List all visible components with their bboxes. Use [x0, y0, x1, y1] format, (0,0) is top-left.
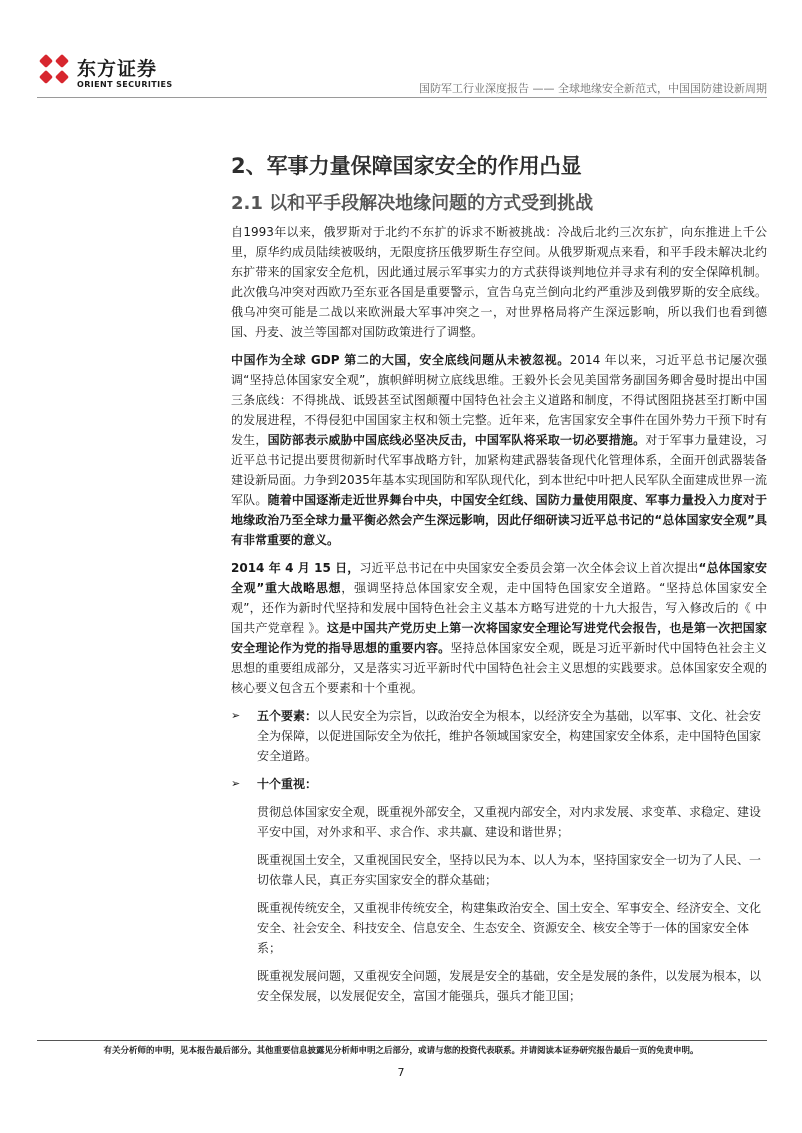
paragraph-2-bold-2: 国防部表示威胁中国底线必坚决反击，中国军队将采取一切必要措施。: [267, 433, 646, 447]
bullet-2-label: 十个重视：: [257, 777, 318, 791]
paragraph-1-text: 自1993年以来，俄罗斯对于北约不东扩的诉求不断被挑战：冷战后北约三次东扩，向东推进上千公里，原华约成员陆续被吸纳，无限度挤压俄罗斯生存空间。从俄罗斯观点来看，和平手段未解决北约东扩带来的国家安全危机，因此通过展示军事实力的方式获得谈判地位并寻求有利的安全保障机制。此次俄乌冲突对西欧乃至东亚各国是重要警示，宣告乌克兰倒向北约严重涉及到俄罗斯的安全底线。俄乌冲突可能是二战以来欧洲最大军事冲突之一，对世界格局将产生深远影响，所以我们也看到德国、丹麦、波兰等国都对国防政策进行了调整。: [231, 225, 767, 339]
paragraph-3-bold-3: 这是中国共产党历史上第一次将国家安全理论写进党代会报告，也是第一次把国家安全理论作为党的指导思想的重要内容。: [231, 621, 767, 655]
page-header: [37, 50, 767, 98]
paragraph-3-bold-2: “总体国家安全观”重大战略思想: [231, 561, 767, 595]
arrow-bullet-icon: ➢: [231, 709, 241, 722]
paragraph-2-text-1: 2014 年以来，习近平总书记屡次强调“坚持总体国家安全观”，旗帜鲜明树立底线思维。王毅外长会见美国常务副国务卿舍曼时提出中国三条底线：不得挑战、诋毁甚至试图颠覆中国特色社会主义道路和制度，不得试图阻挠甚至打断中国的发展进程，不得侵犯中国国家主权和领土完整。近年来，危害国家安全事件在国外势力干预下时有发生，: [231, 353, 767, 447]
paragraph-2: [231, 350, 767, 550]
paragraph-2-text-2: 对于军事力量建设，习近平总书记提出要贯彻新时代军事战略方针，加紧构建武器装备现代化管理体系，全面开创武器装备建设新局面。力争到2035年基本实现国防和军队现代化，到本世纪中叶把人民军队全面建成世界一流军队。: [231, 433, 767, 507]
arrow-bullet-icon: ➢: [231, 777, 241, 790]
sub-item: 既重视传统安全，又重视非传统安全，构建集政治安全、国土安全、军事安全、经济安全、文化安全、社会安全、科技安全、信息安全、生态安全、资源安全、核安全等于一体的国家安全体系；: [257, 901, 762, 955]
bullet-1-text: 以人民安全为宗旨，以政治安全为根本，以经济安全为基础，以军事、文化、社会安全为保障，以促进国际安全为依托，维护各领域国家安全，构建国家安全体系，走中国特色国家安全道路。: [257, 709, 762, 763]
sub-item: 既重视国土安全，又重视国民安全，坚持以民为本、以人为本，坚持国家安全一切为了人民、一切依靠人民，真正夯实国家安全的群众基础；: [257, 853, 762, 887]
company-name-cn: 东方证券: [77, 58, 158, 80]
body-content: [231, 222, 767, 1014]
bullet-ten-emphases: [231, 774, 767, 794]
orient-logo-icon: [37, 52, 71, 86]
section-title: 2、军事力量保障国家安全的作用凸显: [231, 154, 582, 178]
paragraph-3: [231, 558, 767, 698]
bullet-five-elements: [231, 706, 767, 766]
paragraph-2-bold-1: 中国作为全球 GDP 第二的大国，安全底线问题从未被忽视。: [231, 353, 570, 367]
footer-disclaimer: 有关分析师的申明，见本报告最后部分。其他重要信息披露见分析师申明之后部分，或请与您的投资代表联系。并请阅读本证券研究报告最后一页的免责申明。: [103, 1046, 699, 1056]
company-name-en: ORIENT SECURITIES: [77, 80, 173, 89]
page-number: 7: [397, 1066, 405, 1079]
sub-item: 贯彻总体国家安全观，既重视外部安全，又重视内部安全，对内求发展、求变革、求稳定、建设平安中国，对外求和平、求合作、求共赢、建设和谐世界；: [257, 805, 762, 839]
paragraph-3-bold-1: 2014 年 4 月 15 日，: [231, 561, 360, 575]
bullet-1-label: 五个要素：: [257, 709, 318, 723]
subsection-title: 2.1 以和平手段解决地缘问题的方式受到挑战: [231, 193, 594, 214]
paragraph-3-text-3: 坚持总体国家安全观，既是习近平新时代中国特色社会主义思想的重要组成部分，又是落实习近平新时代中国特色社会主义思想的实践要求。总体国家安全观的核心要义包含五个要素和十个重视。: [231, 641, 767, 695]
sub-item: 既重视发展问题，又重视安全问题，发展是安全的基础，安全是发展的条件，以发展为根本，以安全保发展，以发展促安全，富国才能强兵，强兵才能卫国；: [257, 969, 762, 1003]
paragraph-3-text-1: 习近平总书记在中央国家安全委员会第一次全体会议上首次提出: [359, 561, 699, 575]
company-logo: [37, 50, 187, 96]
footer-divider: [37, 1040, 767, 1041]
paragraph-2-bold-3: 随着中国逐渐走近世界舞台中央，中国安全红线、国防力量使用限度、军事力量投入力度对于地缘政治乃至全球力量平衡必然会产生深远影响，因此仔细研读习近平总书记的“总体国家安全观”具有非常重要的意义。: [231, 493, 767, 547]
paragraph-3-text-2: ，强调坚持总体国家安全观，走中国特色国家安全道路。“坚持总体国家安全观”，还作为新时代坚持和发展中国特色社会主义基本方略写进党的十九大报告，写入修改后的《 中国共产党章程 》。: [231, 581, 767, 635]
paragraph-1: [231, 222, 767, 342]
report-title: 国防军工行业深度报告 —— 全球地缘安全新范式，中国国防建设新周期: [419, 82, 767, 95]
header-divider: [37, 97, 767, 98]
